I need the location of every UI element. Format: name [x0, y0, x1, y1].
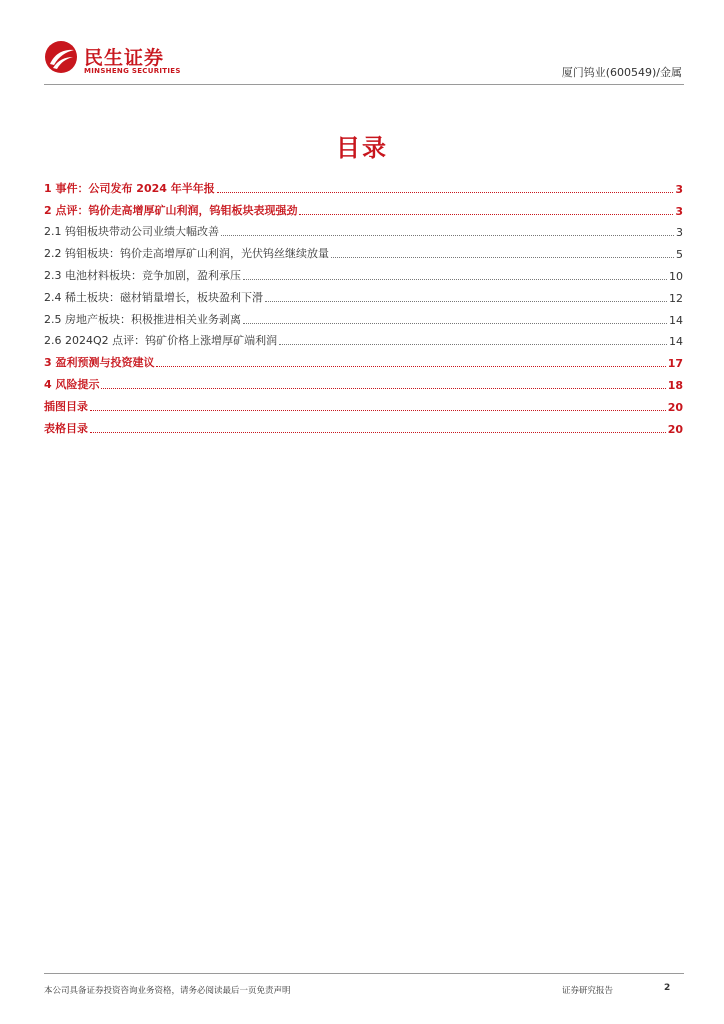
toc-leader-dots — [265, 291, 667, 302]
toc-entry-label: 2.6 2024Q2 点评：钨矿价格上涨增厚矿端利润 — [44, 334, 278, 348]
toc-entry-label: 2.5 房地产板块：积极推进相关业务剥离 — [44, 312, 241, 326]
toc-leader-dots — [101, 378, 665, 389]
toc-entry-label: 2.2 钨钼板块：钨价走高增厚矿山利润，光伏钨丝继续放量 — [44, 247, 329, 261]
toc-entry-label: 2.4 稀土板块：磁材销量增长，板块盈利下滑 — [44, 290, 263, 304]
toc-leader-dots — [279, 334, 667, 345]
toc-entry[interactable] — [44, 327, 683, 349]
toc-entry[interactable] — [44, 239, 683, 261]
toc-entry[interactable] — [44, 370, 683, 392]
toc-entry-label: 3 盈利预测与投资建议 — [44, 356, 155, 370]
toc-entry-page: 3 — [676, 226, 683, 240]
page-header — [44, 40, 684, 86]
toc-entry[interactable] — [44, 348, 683, 370]
header-divider — [44, 84, 684, 85]
minsheng-logo-icon — [44, 40, 78, 74]
toc-leader-dots — [243, 313, 667, 324]
toc-leader-dots — [217, 182, 674, 193]
toc-entry-page: 10 — [669, 269, 683, 283]
toc-entry-page: 3 — [675, 182, 683, 196]
toc-entry[interactable] — [44, 414, 683, 436]
toc-entry-label: 2.1 钨钼板块带动公司业绩大幅改善 — [44, 225, 219, 239]
footer-disclaimer: 本公司具备证券投资咨询业务资格，请务必阅读最后一页免责声明 — [44, 986, 291, 996]
toc-entry-page: 12 — [669, 291, 683, 305]
toc-entry[interactable] — [44, 283, 683, 305]
logo-name-cn: 民生证券 — [84, 47, 165, 69]
toc-entry-label: 插图目录 — [44, 399, 88, 413]
toc-entry[interactable] — [44, 305, 683, 327]
toc-leader-dots — [90, 422, 666, 433]
toc-entry-label: 2.3 电池材料板块：竞争加剧，盈利承压 — [44, 268, 241, 282]
toc-entry-page: 3 — [675, 204, 683, 218]
page-number: 2 — [664, 983, 671, 993]
toc-entry-page: 5 — [676, 248, 683, 262]
toc-entry-page: 14 — [669, 335, 683, 349]
footer-divider — [44, 973, 684, 974]
toc-entry-label: 4 风险提示 — [44, 377, 100, 391]
toc-leader-dots — [90, 400, 666, 411]
toc-leader-dots — [331, 247, 674, 258]
toc-entry-page: 14 — [669, 313, 683, 327]
toc-title: 目录 — [336, 134, 388, 162]
table-of-contents — [44, 174, 683, 436]
logo-name-en: MINSHENG SECURITIES — [84, 67, 181, 75]
toc-leader-dots — [156, 356, 665, 367]
toc-leader-dots — [243, 269, 667, 280]
toc-entry[interactable] — [44, 392, 683, 414]
toc-leader-dots — [221, 225, 674, 236]
toc-entry-page: 20 — [667, 400, 683, 414]
footer-report-type: 证券研究报告 — [562, 986, 614, 996]
toc-entry[interactable] — [44, 196, 683, 218]
toc-entry-label: 1 事件：公司发布 2024 年半年报 — [44, 181, 215, 195]
toc-leader-dots — [299, 204, 673, 215]
toc-entry[interactable] — [44, 261, 683, 283]
toc-entry-page: 20 — [667, 422, 683, 436]
toc-entry-page: 17 — [667, 357, 683, 371]
company-ticker: 厦门钨业(600549)/金属 — [561, 66, 682, 79]
toc-entry-page: 18 — [667, 378, 683, 392]
toc-entry-label: 2 点评：钨价走高增厚矿山利润，钨钼板块表现强劲 — [44, 203, 298, 217]
toc-entry[interactable] — [44, 174, 683, 196]
toc-entry[interactable] — [44, 218, 683, 240]
toc-entry-label: 表格目录 — [44, 421, 88, 435]
